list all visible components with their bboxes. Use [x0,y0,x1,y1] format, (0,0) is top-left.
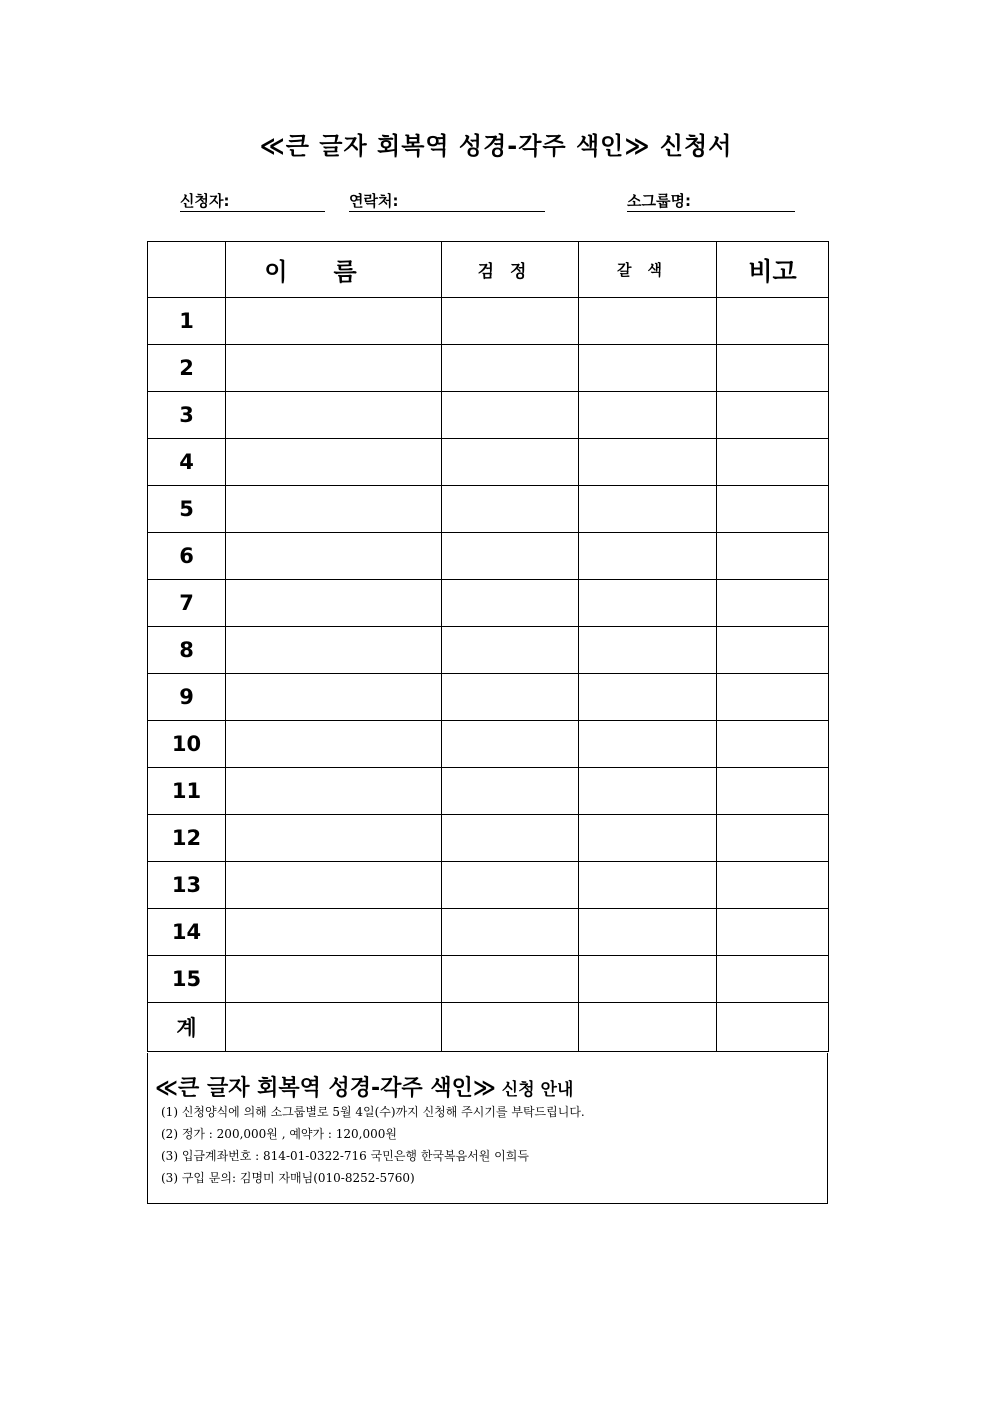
black-qty-cell[interactable] [442,862,579,909]
table-row [148,439,829,486]
brown-qty-cell[interactable] [579,439,717,486]
brown-qty-cell[interactable] [579,533,717,580]
application-table [147,241,829,1052]
name-cell[interactable] [226,768,442,815]
notice-title-main: ≪큰 글자 회복역 성경-각주 색인≫ [155,1076,496,1101]
table-row [148,721,829,768]
header-number [148,242,226,298]
notice-lines [161,1101,585,1189]
name-cell[interactable] [226,298,442,345]
table-row [148,768,829,815]
table-row [148,862,829,909]
notice-line: (2) 정가 : 200,000원 , 예약가 : 120,000원 [161,1127,397,1141]
note-cell[interactable] [717,909,829,956]
note-cell[interactable] [717,298,829,345]
table-header-row [148,242,829,298]
note-cell[interactable] [717,721,829,768]
row-number: 3 [148,392,226,439]
header-black: 검정 [442,242,579,298]
brown-qty-cell[interactable] [579,815,717,862]
name-cell[interactable] [226,392,442,439]
row-number: 8 [148,627,226,674]
brown-qty-cell[interactable] [579,1003,717,1052]
group-label: 소그룹명: [627,192,691,210]
row-number: 13 [148,862,226,909]
brown-qty-cell[interactable] [579,956,717,1003]
brown-qty-cell[interactable] [579,862,717,909]
note-cell[interactable] [717,533,829,580]
black-qty-cell[interactable] [442,533,579,580]
table-row [148,627,829,674]
name-cell[interactable] [226,909,442,956]
row-number: 9 [148,674,226,721]
row-number: 1 [148,298,226,345]
note-cell[interactable] [717,768,829,815]
name-cell[interactable] [226,345,442,392]
note-cell[interactable] [717,486,829,533]
name-cell[interactable] [226,1003,442,1052]
applicant-field[interactable] [180,190,229,211]
applicant-label: 신청자: [180,192,230,210]
group-underline [627,211,795,212]
contact-underline [349,211,545,212]
name-cell[interactable] [226,956,442,1003]
note-cell[interactable] [717,392,829,439]
black-qty-cell[interactable] [442,580,579,627]
black-qty-cell[interactable] [442,439,579,486]
note-cell[interactable] [717,674,829,721]
applicant-underline [180,211,325,212]
table-row [148,909,829,956]
row-number: 2 [148,345,226,392]
table-row [148,533,829,580]
black-qty-cell[interactable] [442,815,579,862]
contact-field[interactable] [349,190,398,211]
row-number: 계 [148,1003,226,1052]
black-qty-cell[interactable] [442,721,579,768]
name-cell[interactable] [226,815,442,862]
brown-qty-cell[interactable] [579,345,717,392]
black-qty-cell[interactable] [442,768,579,815]
row-number: 12 [148,815,226,862]
black-qty-cell[interactable] [442,392,579,439]
row-number: 14 [148,909,226,956]
row-number: 4 [148,439,226,486]
total-row [148,1003,829,1052]
table-row [148,956,829,1003]
table-row [148,392,829,439]
group-field[interactable] [627,190,691,211]
name-cell[interactable] [226,627,442,674]
black-qty-cell[interactable] [442,956,579,1003]
name-cell[interactable] [226,580,442,627]
table-row [148,345,829,392]
row-number: 5 [148,486,226,533]
name-cell[interactable] [226,486,442,533]
brown-qty-cell[interactable] [579,298,717,345]
name-cell[interactable] [226,533,442,580]
header-note: 비고 [717,242,829,298]
black-qty-cell[interactable] [442,909,579,956]
black-qty-cell[interactable] [442,345,579,392]
notice-box [147,1053,828,1204]
note-cell[interactable] [717,1003,829,1052]
notice-line: (1) 신청양식에 의해 소그룹별로 5월 4일(수)까지 신청해 주시기를 부탁드립니다. [161,1105,585,1119]
row-number: 11 [148,768,226,815]
brown-qty-cell[interactable] [579,768,717,815]
note-cell[interactable] [717,956,829,1003]
note-cell[interactable] [717,345,829,392]
row-number: 10 [148,721,226,768]
brown-qty-cell[interactable] [579,909,717,956]
header-name: 이름 [226,242,442,298]
brown-qty-cell[interactable] [579,721,717,768]
contact-label: 연락처: [349,192,399,210]
brown-qty-cell[interactable] [579,627,717,674]
brown-qty-cell[interactable] [579,486,717,533]
black-qty-cell[interactable] [442,674,579,721]
name-cell[interactable] [226,439,442,486]
black-qty-cell[interactable] [442,486,579,533]
table-row [148,580,829,627]
notice-title [155,1071,573,1102]
table-row [148,815,829,862]
note-cell[interactable] [717,627,829,674]
name-cell[interactable] [226,674,442,721]
black-qty-cell[interactable] [442,1003,579,1052]
table-row [148,674,829,721]
table-row [148,486,829,533]
note-cell[interactable] [717,862,829,909]
notice-line: (3) 구입 문의: 김명미 자매님(010-8252-5760) [161,1171,415,1185]
name-cell[interactable] [226,862,442,909]
brown-qty-cell[interactable] [579,580,717,627]
row-number: 6 [148,533,226,580]
black-qty-cell[interactable] [442,298,579,345]
table-row [148,298,829,345]
brown-qty-cell[interactable] [579,392,717,439]
row-number: 15 [148,956,226,1003]
notice-title-suffix: 신청 안내 [495,1080,574,1100]
row-number: 7 [148,580,226,627]
notice-line: (3) 입금계좌번호 : 814-01-0322-716 국민은행 한국복음서원 이희득 [161,1149,529,1163]
brown-qty-cell[interactable] [579,674,717,721]
name-cell[interactable] [226,721,442,768]
header-brown: 갈색 [579,242,717,298]
page-title: ≪큰 글자 회복역 성경-각주 색인≫ 신청서 [259,132,733,160]
note-cell[interactable] [717,815,829,862]
note-cell[interactable] [717,580,829,627]
note-cell[interactable] [717,439,829,486]
black-qty-cell[interactable] [442,627,579,674]
